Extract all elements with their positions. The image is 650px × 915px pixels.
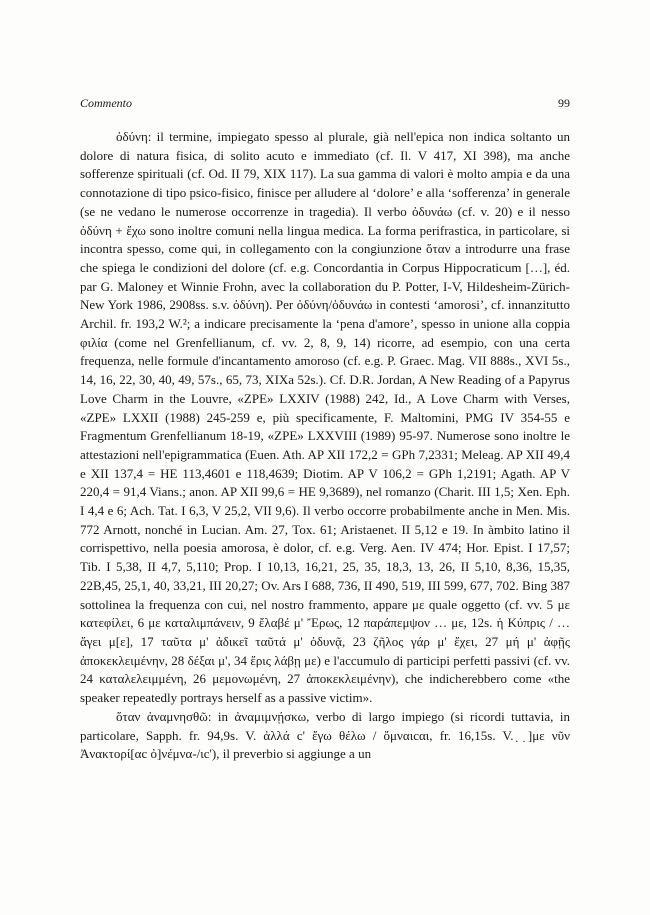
page-number: 99 [558, 96, 570, 110]
running-head: Commento [80, 96, 132, 110]
paragraph-otan-anamnestho: ὅταν ἀναμνησθῶ: in ἀναμιμνῄσκω, verbo di largo impiego (si ricordi tuttavia, in particolare, Sapph. fr. 94,9s. V. ἀλλά c' ἔγω θέλω / ὄμναιcαι, fr. 16,15s. V. ̣ ̣]με νῦν Ἀνακτορί[αc ὀ]νέμνα-/ιc'), il preverbio si aggiunge a un [80, 708, 570, 762]
paragraph-odyne: ὀδύνη: il termine, impiegato spesso al plurale, già nell'epica non indica soltanto un dolore di natura fisica, di solito acuto e immediato (cf. Il. V 417, XI 398), ma anche sofferenze spirituali (cf. Od. II 79, XIX 117). La sua gamma di valori è molto ampia e da una connotazione di tipo psico-fisico, finisce per alludere al ‘dolore’ e alla ‘sofferenza’ in generale (se ne vedano le numerose occorrenze in tragedia). Il verbo ὀδυνάω (cf. v. 20) e il nesso ὀδύνη + ἔχω sono inoltre comuni nella lingua medica. La forma perifrastica, in particolare, si incontra spesso, come qui, in collegamento con la congiunzione ὅταν a introdurre una frase che spiega le condizioni del dolore (cf. e.g. Concordantia in Corpus Hippocraticum […], éd. par G. Maloney et Winnie Frohn, avec la collaboration du P. Potter, I-V, Hildesheim-Zürich-New York 1986, 2908ss. s.v. ὀδύνη). Per ὀδύνη/ὀδυνάω in contesti ‘amorosi’, cf. innanzitutto Archil. fr. 193,2 W.²; a indicare precisamente la ‘pena d'amore’, spesso in unione alla coppia φιλία (come nel Grenfellianum, cf. vv. 2, 8, 9, 14) ricorre, ad esempio, con una certa frequenza, nelle formule d'incantamento amoroso (cf. e.g. P. Graec. Mag. VII 888s., XVI 5s., 14, 16, 22, 30, 40, 49, 57s., 65, 73, XIXa 52s.). Cf. D.R. Jordan, A New Reading of a Papyrus Love Charm in the Louvre, «ZPE» LXXIV (1988) 242, Id., A Love Charm with Verses, «ZPE» LXXII (1988) 245-259 e, più specificamente, F. Maltomini, PMG IV 354-55 e Fragmentum Grenfellianum 18-19, «ZPE» LXXVIII (1989) 95-97. Numerose sono inoltre le attestazioni nell'epigrammatica (Euen. Ath. AP XII 172,2 = GPh 7,2331; Meleag. AP XII 49,4 e XII 137,4 = HE 113,4601 e 118,4639; Diotim. AP V 106,2 = GPh 1,2191; Agath. AP V 220,4 = 91,4 Vians.; anon. AP XII 99,6 = HE 9,3689), nel romanzo (Charit. III 1,5; Xen. Eph. I 4,4 e 6; Ach. Tat. I 6,3, V 25,2, VII 9,6). Il verbo occorre probabilmente anche in Men. Mis. 772 Arnott, nonché in Lucian. Am. 27, Tox. 61; Aristaenet. II 5,12 e 19. In àmbito latino il corrispettivo, nella poesia amorosa, è dolor, cf. e.g. Verg. Aen. IV 474; Hor. Epist. I 17,57; Tib. I 5,38, II 4,7, 5,110; Prop. I 10,13, 16,21, 25, 35, 18,3, 13, 26, II 5,10, 8,36, 15,35, 22B,45, 25,1, 40, 33,21, III 20,27; Ov. Ars I 688, 736, II 490, 519, III 599, 677, 702. Bing 387 sottolinea la frequenza con cui, nel nostro frammento, appare με quale oggetto (cf. vv. 5 με κατεφίλει, 6 με καταλιμπάνειν, 9 ἔλαβέ μ' Ἔρως, 12 παράπεμψον … με, 12s. ἡ Κύπρις / … ἄγει μ[ε], 17 ταῦτα μ' ἀδικεῖ ταῦτά μ' ὀδυνᾷ, 23 ζῆλος γάρ μ' ἔχει, 27 μή μ' ἀφῇς ἀποκεκλειμένην, 28 δέξαι μ', 34 ἔρις λάβῃ με) e l'accumulo di participi perfetti passivi (cf. vv. 24 καταλελειμμένη, 26 μεμονωμένη, 27 ἀποκεκλειμένην), che indicherebbero come «the speaker repeatedly portrays herself as a passive victim». [80, 129, 570, 706]
commentary-body [80, 128, 570, 764]
